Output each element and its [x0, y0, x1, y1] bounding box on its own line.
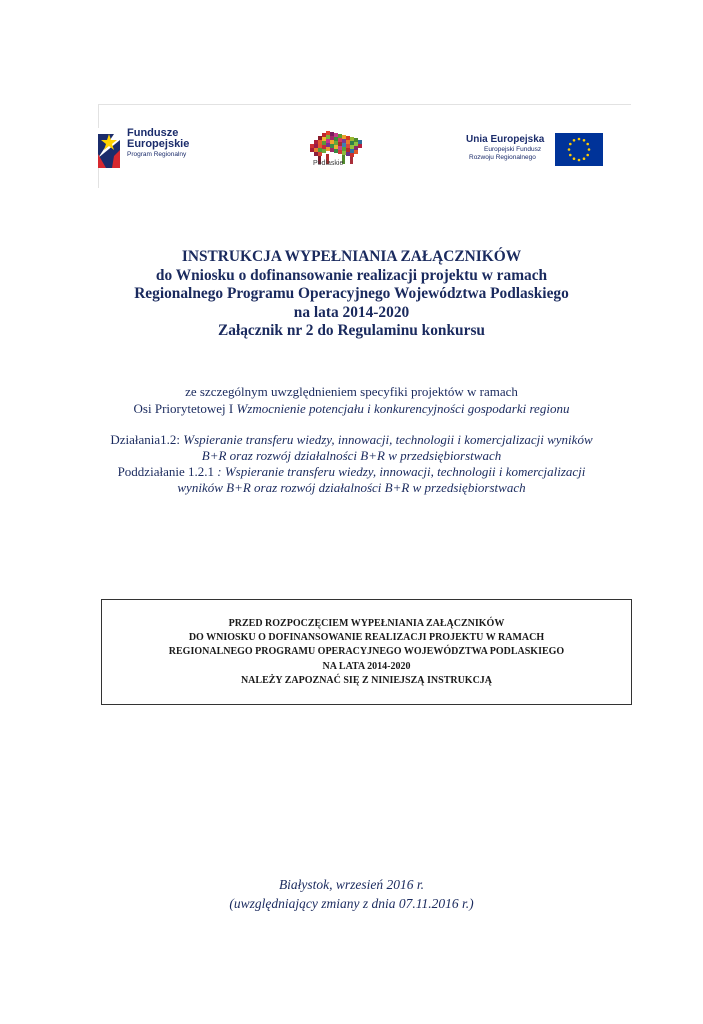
fundusze-star-icon — [98, 128, 120, 168]
footer-line-1: Białystok, wrzesień 2016 r. — [278, 877, 425, 892]
unia-text — [466, 134, 544, 162]
notice-line-5: NALEŻY ZAPOZNAĆ SIĘ Z NINIEJSZĄ INSTRUKCJĄ — [240, 674, 493, 686]
priority-axis-subtitle — [0, 383, 703, 417]
unia-line3: Rozwoju Regionalnego — [469, 154, 536, 161]
unia-europejska-logo — [466, 130, 631, 170]
fundusze-europejskie-logo — [98, 126, 238, 170]
notice-line-4: NA LATA 2014-2020 — [322, 660, 411, 672]
podlaskie-label: Podlaskie — [313, 160, 344, 167]
logo-bar — [98, 104, 631, 188]
title-line-3: Regionalnego Programu Operacyjnego Województwa Podlaskiego — [134, 285, 569, 303]
fundusze-line3: Program Regionalny — [127, 151, 187, 158]
notice-line-2: DO WNIOSKU O DOFINANSOWANIE REALIZACJI PROJEKTU W RAMACH — [188, 632, 545, 644]
title-line-5: Załącznik nr 2 do Regulaminu konkursu — [218, 322, 485, 340]
logo-divider-top — [98, 104, 631, 105]
unia-line2: Europejski Fundusz — [484, 146, 542, 153]
place-date-footer — [0, 876, 703, 913]
notice-line-3: REGIONALNEGO PROGRAMU OPERACYJNEGO WOJEWÓDZTWA PODLASKIEGO — [168, 646, 565, 658]
dzialanie-text-1: Wspieranie transferu wiedzy, innowacji, technologii i komercjalizacji wyników — [183, 432, 593, 447]
dzialanie-line-2: B+R oraz rozwój działalności B+R w przedsiębiorstwach — [201, 448, 502, 463]
title-line-2: do Wniosku o dofinansowanie realizacji projektu w ramach — [155, 266, 548, 284]
document-title — [0, 248, 703, 341]
notice-line-1: PRZED ROZPOCZĘCIEM WYPEŁNIANIA ZAŁĄCZNIKÓW — [228, 618, 505, 629]
poddzialanie-line-1 — [0, 464, 703, 480]
subtitle-line-2-prefix: Osi Priorytetowej I — [133, 401, 237, 416]
dzialanie-prefix: Działania1.2: — [110, 432, 184, 447]
subtitle-line-1: ze szczególnym uwzględnieniem specyfiki projektów w ramach — [185, 384, 518, 399]
dzialanie-line-1 — [0, 432, 703, 448]
unia-line1: Unia Europejska — [466, 134, 545, 145]
poddzialanie-prefix: Poddziałanie 1.2.1 — [117, 464, 214, 479]
fundusze-line2: Europejskie — [127, 138, 190, 150]
poddzialanie-line-2: wyników B+R oraz rozwój działalności B+R w przedsiębiorstwach — [177, 480, 526, 495]
poddzialanie-text-1: : Wspieranie transferu wiedzy, innowacji, technologii i komercjalizacji — [213, 464, 586, 479]
fundusze-line1: Fundusze — [127, 127, 179, 139]
measure-description — [0, 432, 703, 496]
fundusze-text — [127, 128, 189, 160]
eu-flag-icon — [555, 133, 603, 166]
footer-line-2: (uwzględniający zmiany z dnia 07.11.2016 r.) — [229, 895, 474, 911]
title-line-4: na lata 2014-2020 — [293, 303, 410, 321]
subtitle-line-2-italic: Wzmocnienie potencjału i konkurencyjności gospodarki regionu — [236, 401, 570, 416]
title-line-1: INSTRUKCJA WYPEŁNIANIA ZAŁĄCZNIKÓW — [181, 248, 522, 265]
bison-icon — [306, 130, 374, 164]
podlaskie-bison-logo — [306, 130, 374, 174]
notice-text — [102, 617, 631, 688]
notice-box — [101, 599, 632, 705]
